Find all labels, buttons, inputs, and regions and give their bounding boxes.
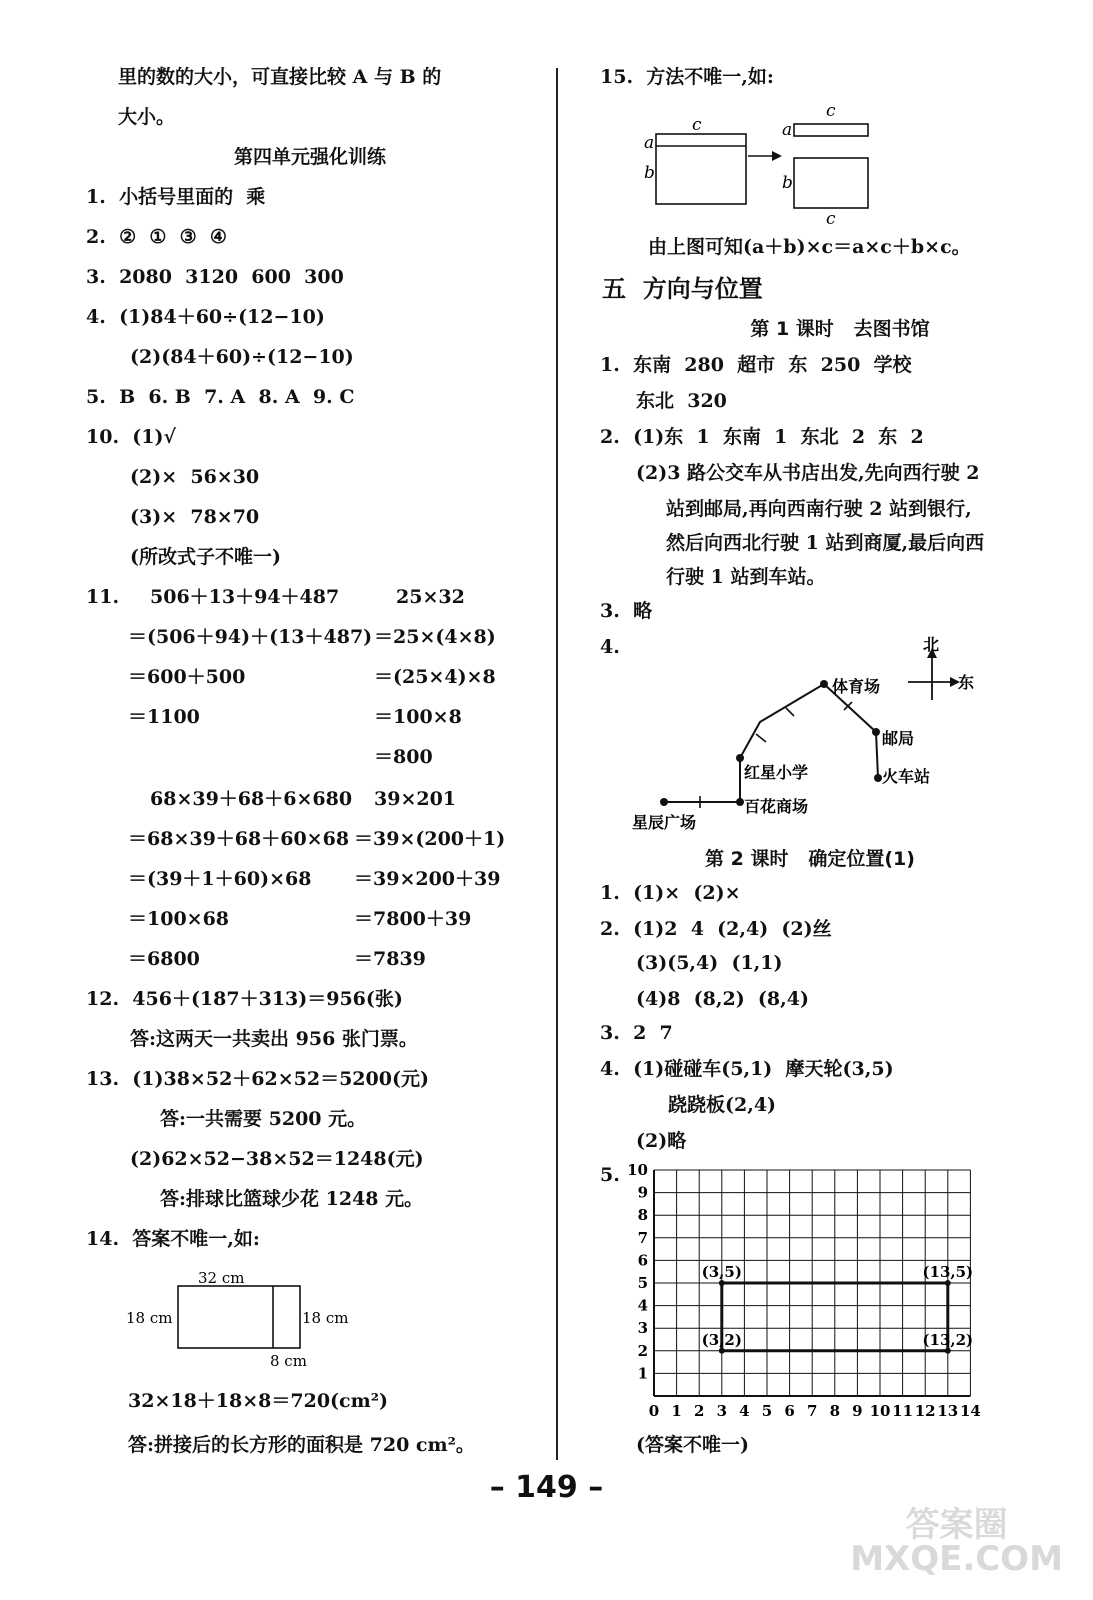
q11-calc-b-line: ＝25×(4×8) [374,626,496,648]
l2-answer-2c: (4)8 (8,2) (8,4) [636,988,809,1010]
q11-calc-c-line: ＝6800 [128,948,200,970]
answer-q14: 14. 答案不唯一,如: [86,1228,260,1250]
x-tick-label: 1 [671,1402,682,1420]
route-map [620,630,980,840]
q11-calc-c-line: 68×39＋68＋6×680 [150,788,353,810]
y-tick-label: 3 [637,1319,648,1338]
l1-answer-2e: 行驶 1 站到车站。 [666,566,826,588]
q15-area-figure [640,98,890,228]
x-tick-label: 6 [784,1402,795,1420]
place-stadium: 体育场 [832,677,881,696]
q15-left-a: a [644,133,655,153]
l2-answer-4b: 跷跷板(2,4) [668,1094,777,1116]
q11-calc-b-line: 25×32 [396,586,465,608]
intro-line-2: 大小。 [118,106,176,128]
y-tick-label: 1 [637,1364,648,1383]
q14-rectangle-figure [120,1262,360,1372]
point-label: (13,5) [922,1263,974,1281]
y-tick-label: 6 [637,1251,648,1270]
answer-q3: 3. 2080 3120 600 300 [86,266,344,288]
l2-answer-2a: 2. (1)2 4 (2,4) (2)丝 [600,918,832,940]
lesson-1-title: 第 1 课时 去图书馆 [750,318,930,340]
l1-answer-2c: 站到邮局,再向西南行驶 2 站到银行, [666,498,972,520]
q11-calc-d-line: 39×201 [374,788,457,810]
x-tick-label: 0 [648,1402,660,1420]
q14-label-bottom: 8 cm [270,1352,307,1370]
answer-q2: 2. ② ① ③ ④ [86,226,227,248]
q11-calc-b-line: ＝100×8 [374,706,462,728]
column-divider [556,68,558,1460]
coordinate-grid [620,1160,990,1422]
x-tick-label: 7 [806,1402,818,1420]
answer-q14-calc: 32×18＋18×8＝720(cm²) [128,1390,389,1412]
compass-east: 东 [958,673,975,692]
l1-answer-4: 4. [600,636,620,658]
answer-q15: 15. 方法不唯一,如: [600,66,774,88]
q11-calc-d-line: ＝39×(200＋1) [354,828,506,850]
x-tick-label: 14 [959,1402,981,1420]
q15-right-c-bottom: c [826,209,836,228]
answer-q13-1: 13. (1)38×52＋62×52＝5200(元) [86,1068,429,1090]
page-number: – 149 – [489,1470,604,1505]
answer-q10-note: (所改式子不唯一) [130,546,281,568]
q15-right-b: b [782,173,793,193]
l2-answer-3: 3. 2 7 [600,1022,673,1044]
answer-q4-2: (2)(84＋60)÷(12−10) [130,346,354,368]
answer-q10-2: (2)× 56×30 [130,466,260,488]
x-tick-label: 9 [852,1402,863,1420]
answer-q13-1-reply: 答:一共需要 5200 元。 [160,1108,367,1130]
point-label: (3,2) [701,1330,742,1349]
point-label: (13,2) [922,1330,974,1349]
q11-calc-a-line: ＝(506＋94)＋(13＋487) [128,626,373,648]
answer-q12: 12. 456＋(187＋313)＝956(张) [86,988,403,1010]
answer-q5-9: 5. B 6. B 7. A 8. A 9. C [86,386,355,408]
y-tick-label: 2 [637,1341,648,1360]
q11-calc-c-line: ＝68×39＋68＋60×68 [128,828,350,850]
l1-answer-3: 3. 略 [600,600,653,622]
l1-answer-2d: 然后向西北行驶 1 站到商厦,最后向西 [666,532,985,554]
q15-right-a: a [782,120,793,140]
place-hongxing-school: 红星小学 [744,763,809,782]
answer-q10-3: (3)× 78×70 [130,506,260,528]
x-tick-label: 12 [914,1402,936,1420]
q11-calc-a-line: ＝1100 [128,706,200,728]
compass-north: 北 [923,635,940,654]
x-tick-label: 3 [716,1402,728,1420]
chapter-title: 五 方向与位置 [602,275,763,303]
q14-label-left: 18 cm [126,1309,173,1327]
place-baihua-mall: 百花商场 [744,797,809,816]
answer-q10-1: 10. (1)√ [86,426,176,448]
watermark-logo: 答案圈 MXQE.COM [850,1505,1063,1579]
place-train-station: 火车站 [882,767,931,786]
intro-line-1: 里的数的大小，可直接比较 A 与 B 的 [118,66,442,88]
q15-left-b: b [644,163,655,183]
l2-answer-4a: 4. (1)碰碰车(5,1) 摩天轮(3,5) [600,1058,894,1080]
lesson-2-title: 第 2 课时 确定位置(1) [705,848,915,870]
q15-right-c-top: c [826,101,836,121]
x-tick-label: 8 [829,1402,841,1420]
q14-label-right: 18 cm [302,1309,349,1327]
l2-answer-1: 1. (1)× (2)× [600,882,741,904]
l2-answer-4c: (2)略 [636,1130,687,1152]
l2-answer-5: 5. [600,1164,620,1186]
place-post-office: 邮局 [882,729,915,748]
q14-label-top: 32 cm [198,1269,245,1287]
point-label: (3,5) [701,1263,742,1281]
answer-q1: 1. 小括号里面的 乘 [86,186,266,208]
y-tick-label: 8 [637,1206,648,1225]
l1-answer-2b: (2)3 路公交车从书店出发,先向西行驶 2 [636,462,980,484]
l1-answer-2a: 2. (1)东 1 东南 1 东北 2 东 2 [600,426,924,448]
answer-q11-number: 11. [86,586,120,608]
y-tick-label: 4 [637,1296,648,1315]
q11-calc-d-line: ＝39×200＋39 [354,868,501,890]
l1-answer-1b: 东北 320 [636,390,727,412]
answer-q13-2: (2)62×52−38×52＝1248(元) [130,1148,424,1170]
q11-calc-a-line: 506＋13＋94＋487 [150,586,340,608]
q11-calc-a-line: ＝600＋500 [128,666,246,688]
answer-q14-reply: 答:拼接后的长方形的面积是 720 cm²。 [128,1434,475,1456]
q11-calc-d-line: ＝7800＋39 [354,908,472,930]
q11-calc-c-line: ＝(39＋1＋60)×68 [128,868,312,890]
x-tick-label: 5 [761,1402,773,1420]
x-tick-label: 11 [892,1402,914,1420]
l2-answer-5-note: (答案不唯一) [636,1434,749,1456]
x-tick-label: 13 [937,1402,959,1420]
q11-calc-d-line: ＝7839 [354,948,426,970]
answer-q15-conclusion: 由上图可知(a＋b)×c＝a×c＋b×c。 [648,236,971,258]
answer-q4-1: 4. (1)84＋60÷(12−10) [86,306,325,328]
q11-calc-b-line: ＝(25×4)×8 [374,666,496,688]
place-xingchen-square: 星辰广场 [632,813,697,832]
unit-title: 第四单元强化训练 [233,146,386,168]
x-tick-label: 10 [869,1402,891,1420]
answer-q13-2-reply: 答:排球比篮球少花 1248 元。 [160,1188,424,1210]
q15-left-c: c [692,115,702,135]
l2-answer-2b: (3)(5,4) (1,1) [636,952,783,974]
x-tick-label: 4 [739,1402,750,1420]
y-tick-label: 7 [637,1228,648,1247]
y-tick-label: 10 [627,1161,648,1179]
q11-calc-b-line: ＝800 [374,746,433,768]
answer-q12-reply: 答:这两天一共卖出 956 张门票。 [130,1028,418,1050]
y-tick-label: 9 [637,1183,648,1202]
x-tick-label: 2 [693,1402,705,1420]
y-tick-label: 5 [637,1274,648,1292]
l1-answer-1a: 1. 东南 280 超市 东 250 学校 [600,354,912,376]
q11-calc-c-line: ＝100×68 [128,908,230,930]
